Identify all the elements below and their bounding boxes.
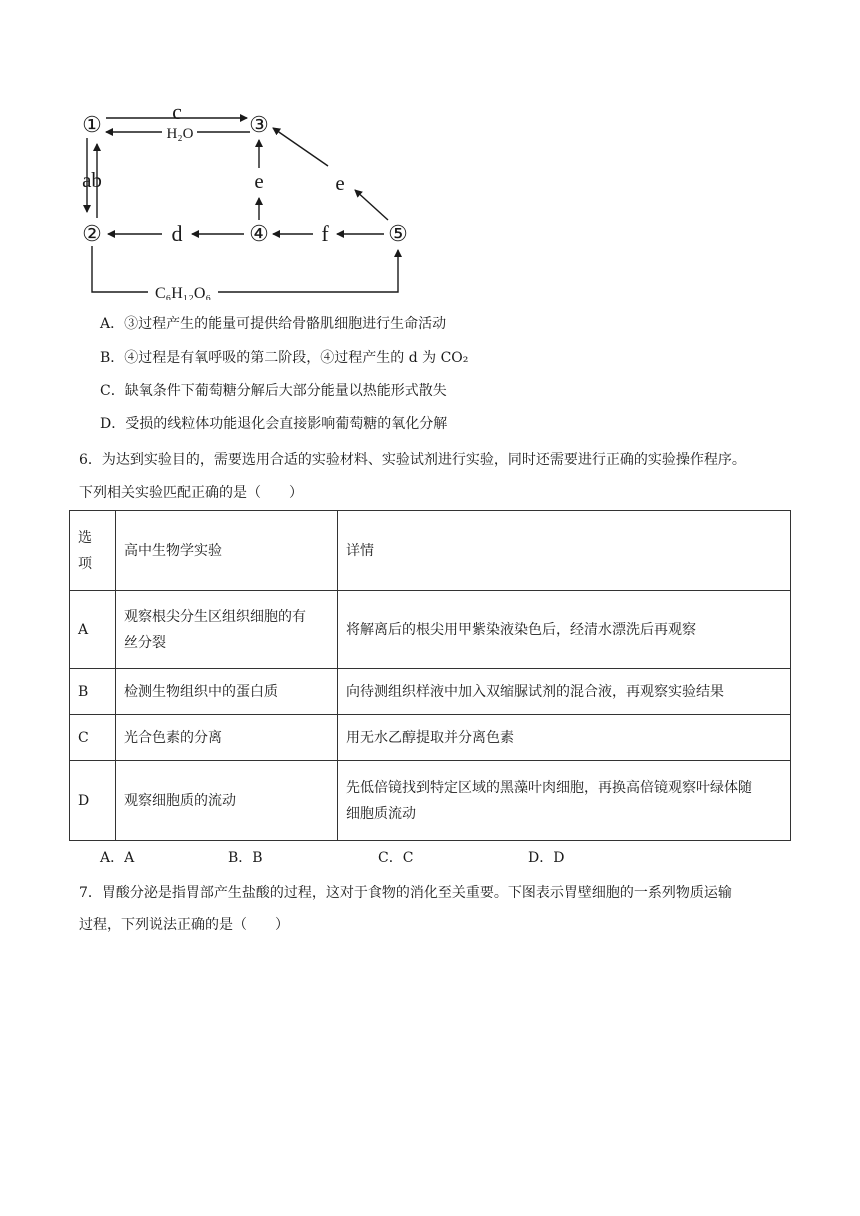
row-experiment: 观察细胞质的流动: [116, 761, 338, 841]
label-f: f: [321, 221, 329, 246]
label-e-diagonal: e: [335, 171, 345, 195]
q5-option-d: D．受损的线粒体功能退化会直接影响葡萄糖的氧化分解: [100, 416, 448, 432]
node-2: ②: [82, 221, 102, 246]
q7-stem-line2: 过程，下列说法正确的是（ ）: [79, 917, 289, 933]
q6-answer-d: D．D: [528, 850, 565, 866]
label-ab: ab: [82, 168, 102, 192]
node-5: ⑤: [388, 221, 408, 246]
q6-stem-line1: 6．为达到实验目的，需要选用合适的实验材料、实验试剂进行实验，同时还需要进行正确的实验操作程序。: [79, 452, 746, 468]
row-option: B: [70, 669, 116, 715]
q6-experiment-table: [69, 510, 791, 841]
row-detail: 向待测组织样液中加入双缩脲试剂的混合液，再观察实验结果: [338, 669, 791, 715]
row-experiment: 检测生物组织中的蛋白质: [116, 669, 338, 715]
q6-answer-a: A．A: [100, 850, 135, 866]
row-option: C: [70, 715, 116, 761]
header-detail: 详情: [338, 511, 791, 591]
row-option: D: [70, 761, 116, 841]
label-glucose: C₆H₁₂O₆: [154, 285, 212, 300]
q5-option-a: A．③过程产生的能量可提供给骨骼肌细胞进行生命活动: [100, 316, 447, 332]
table-row: [70, 591, 791, 669]
q5-option-c: C．缺氧条件下葡萄糖分解后大部分能量以热能形式散失: [100, 383, 447, 399]
row-experiment: 观察根尖分生区组织细胞的有 丝分裂: [116, 591, 338, 669]
table-row: [70, 715, 791, 761]
respiration-pathway-diagram: [70, 108, 420, 300]
table-row: [70, 761, 791, 841]
node-1: ①: [82, 112, 102, 137]
arrow-2-to-5-glucose-end: [218, 250, 398, 292]
label-c: c: [172, 108, 182, 124]
row-detail: 将解离后的根尖用甲紫染液染色后，经清水漂洗后再观察: [338, 591, 791, 669]
header-experiment: 高中生物学实验: [116, 511, 338, 591]
label-h2o: H₂O: [166, 126, 194, 142]
node-3: ③: [249, 112, 269, 137]
row-option: A: [70, 591, 116, 669]
arrow-5-to-3-lower: [355, 190, 388, 220]
q6-answer-b: B．B: [228, 850, 263, 866]
q5-option-b: B．④过程是有氧呼吸的第二阶段，④过程产生的 d 为 CO₂: [100, 350, 469, 366]
q6-answer-c: C．C: [378, 850, 414, 866]
label-e-left: e: [254, 169, 264, 193]
header-option: 选 项: [70, 511, 116, 591]
arrow-5-to-3-upper: [273, 128, 328, 166]
arrow-2-to-5-glucose: [92, 246, 148, 292]
q7-stem-line1: 7．胃酸分泌是指胃部产生盐酸的过程，这对于食物的消化至关重要。下图表示胃壁细胞的一系列物质运输: [79, 885, 732, 901]
node-4: ④: [249, 221, 269, 246]
row-detail: 先低倍镜找到特定区域的黑藻叶肉细胞，再换高倍镜观察叶绿体随 细胞质流动: [338, 761, 791, 841]
row-experiment: 光合色素的分离: [116, 715, 338, 761]
table-header-row: [70, 511, 791, 591]
row-detail: 用无水乙醇提取并分离色素: [338, 715, 791, 761]
label-d: d: [171, 221, 183, 246]
q6-stem-line2: 下列相关实验匹配正确的是（ ）: [79, 485, 303, 501]
table-row: [70, 669, 791, 715]
